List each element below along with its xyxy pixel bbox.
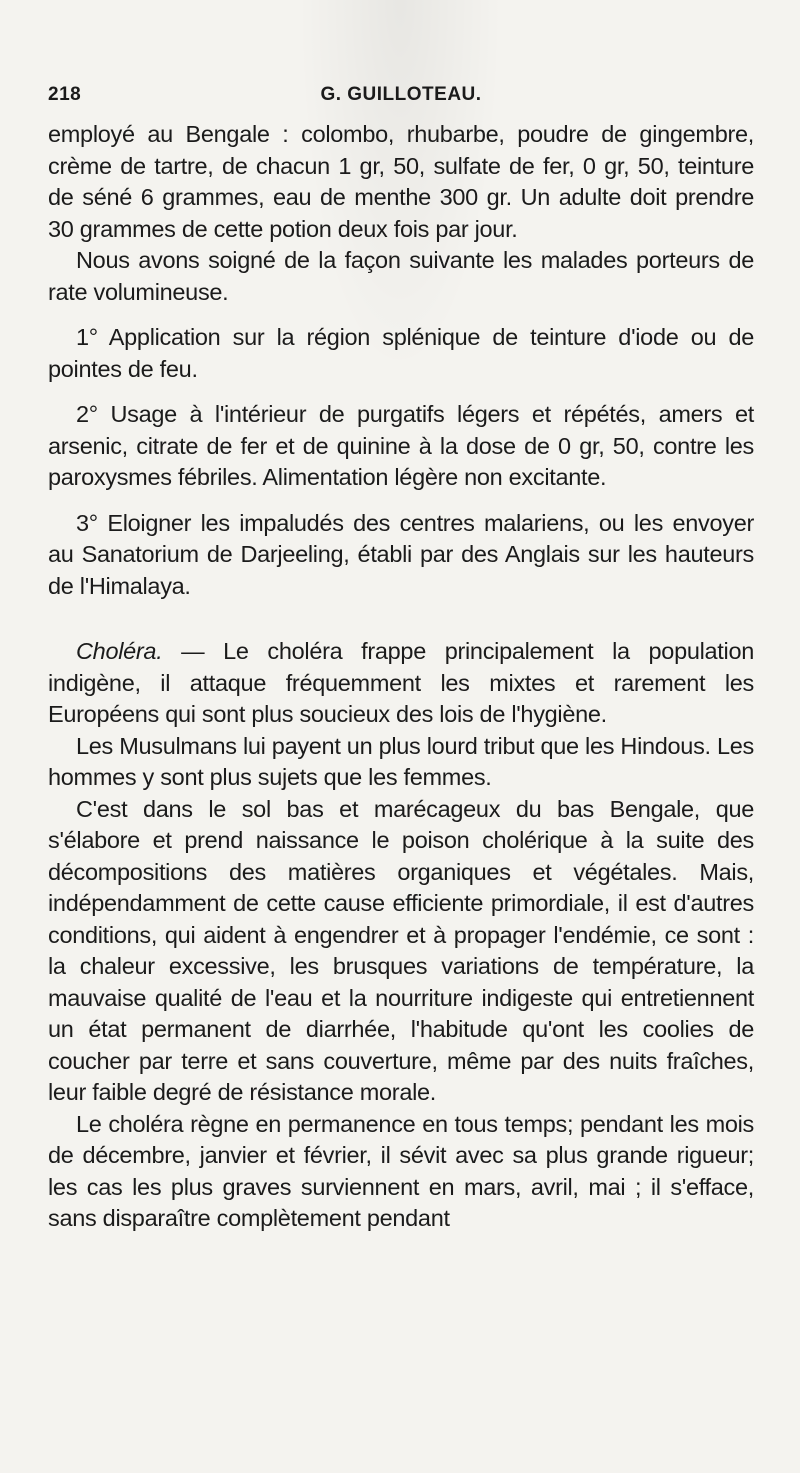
paragraph-seasons: Le choléra règne en permanence en tous temps; pendant les mois de décembre, janvier et février, il sévit avec sa plus grande rigueur; les cas les plus graves surviennent en mars, avril, mai ; il s'efface, sans disparaître complètement pendant: [48, 1110, 754, 1231]
paragraph-population: Les Musulmans lui payent un plus lourd tribut que les Hindous. Les hommes y sont plus sujets que les femmes.: [48, 732, 754, 790]
section-run-in-heading: Choléra.: [76, 638, 163, 664]
paragraph-treatment-intro: Nous avons soigné de la façon suivante les malades porteurs de rate volumineuse.: [48, 247, 754, 305]
paragraph-causes: C'est dans le sol bas et marécageux du bas Bengale, que s'élabore et prend naissance le poison cholérique à la suite des décompositions des matières organiques et végétales. Mais, indépendamment de cette cause efficiente primordiale, il est d'autres conditions, qui aident à engendrer et à propager l'endémie, ce sont : la chaleur excessive, les brusques variations de température, la mauvaise qualité de l'eau et la nourriture indigeste qui entretiennent un état permanent de diarrhée, l'habitude qu'ont les coolies de coucher par terre et sans couverture, même par des nuits fraîches, leur faible degré de résistance morale.: [48, 795, 754, 1105]
paragraph-step-3: 3° Eloigner les impaludés des centres malariens, ou les envoyer au Sanatorium de Darjeeling, établi par des Anglais sur les hauteurs de l'Himalaya.: [48, 509, 754, 599]
page-number: 218: [48, 84, 82, 105]
paragraph-cholera-text: — Le choléra frappe principalement la population indigène, il attaque fréquemment les mixtes et rarement les Européens qui sont plus soucieux des lois de l'hygiène.: [48, 638, 754, 727]
body-text: [48, 119, 754, 1235]
paragraph-prescription: employé au Bengale : colombo, rhubarbe, poudre de gingembre, crème de tartre, de chacun 1 gr, 50, sulfate de fer, 0 gr, 50, teinture de séné 6 grammes, eau de menthe 300 gr. Un adulte doit prendre 30 grammes de cette potion deux fois par jour.: [48, 121, 754, 242]
running-title: G. GUILLOTEAU.: [320, 84, 482, 105]
running-head: [48, 84, 754, 114]
paragraph-cholera: [48, 636, 754, 731]
paragraph-step-2: 2° Usage à l'intérieur de purgatifs légers et répétés, amers et arsenic, citrate de fer et de quinine à la dose de 0 gr, 50, contre les paroxysmes fébriles. Alimentation légère non excitante.: [48, 401, 754, 490]
paragraph-step-1: 1° Application sur la région splénique de teinture d'iode ou de pointes de feu.: [48, 324, 754, 382]
